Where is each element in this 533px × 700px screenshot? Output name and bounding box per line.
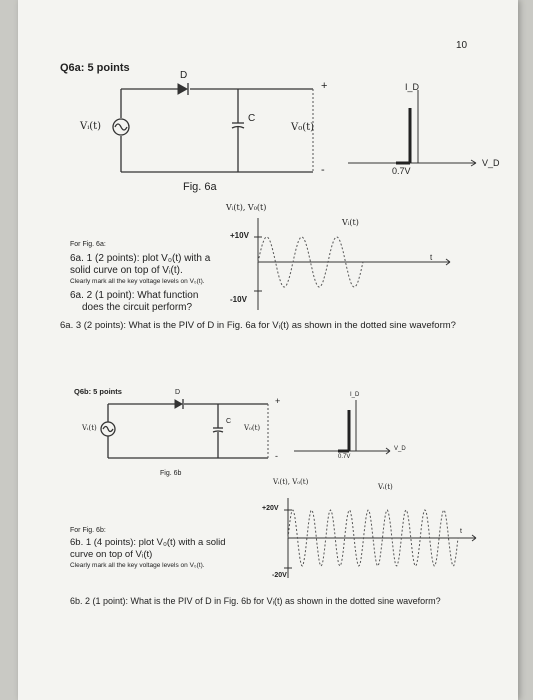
diode-label-6b: D [175,389,181,396]
iv-voltage-label-6a: V_D [482,158,500,168]
wave-top-6b: +20V [262,505,279,512]
wave-bottom-6b: -20V [272,572,287,579]
wave-top-6a: +10V [230,231,249,240]
cap-label-6b: C [226,418,232,425]
q6a2-line2: does the circuit perform? [82,302,193,313]
iv-voltage-label-6b: V_D [394,446,406,452]
wave-t-6b: t [460,528,462,535]
q6a2-line1: 6a. 2 (1 point): What function [70,290,199,301]
out-label-6a: V₀(t) [291,122,315,133]
q6b1-note: Clearly mark all the key voltage levels on V₀(t). [70,562,205,569]
circuit-6a [18,0,518,700]
iv-knee-6b: 0.7V [338,454,351,460]
q6a-header: Q6a: 5 points [60,62,130,74]
minus-6b: - [275,451,278,461]
fig-label-6a: Fig. 6a [183,181,217,193]
fig-label-6b: Fig. 6b [160,470,182,477]
page-number: 10 [456,40,468,51]
wave-axis-label-6a: Vᵢ(t), V₀(t) [226,203,267,212]
q6a1-line2: solid curve on top of Vᵢ(t). [70,265,183,276]
plus-6b: + [275,396,281,406]
capacitor-icon-6b [213,431,223,432]
wave-axis-label-6b: Vᵢ(t), V₀(t) [273,478,309,486]
wave-series-6a: Vᵢ(t) [342,218,359,227]
out-label-6b: V₀(t) [244,424,261,432]
diode-icon [178,84,187,94]
q6a1-note: Clearly mark all the key voltage levels on V₀(t). [70,278,205,285]
source-label-6a: Vᵢ(t) [80,121,102,132]
minus-6a: - [321,164,325,176]
for-fig-6b: For Fig. 6b: [70,527,106,534]
diode-label-6a: D [180,70,188,81]
for-fig-6a: For Fig. 6a: [70,241,106,248]
iv-current-label-6b: I_D [350,392,360,398]
q6b2: 6b. 2 (1 point): What is the PIV of D in Fig. 6b for Vᵢ(t) as shown in the dotted sine waveform? [70,596,441,606]
iv-knee-6a: 0.7V [392,166,411,176]
q6b1-line1: 6b. 1 (4 points): plot V₀(t) with a solid [70,537,226,548]
q6b1-line2: curve on top of Vᵢ(t) [70,549,153,560]
source-label-6b: Vᵢ(t) [82,424,97,432]
iv-current-label-6a: I_D [405,82,420,92]
cap-label-6a: C [248,113,256,124]
wave-t-6a: t [430,253,433,262]
exam-page [18,0,518,700]
wave-series-6b: Vᵢ(t) [378,483,393,491]
diode-icon-6b [175,400,182,408]
q6b-header: Q6b: 5 points [74,387,122,396]
plus-6a: + [321,80,328,92]
wave-bottom-6a: -10V [230,295,247,304]
q6a1-line1: 6a. 1 (2 points): plot V₀(t) with a [70,253,211,264]
q6a3: 6a. 3 (2 points): What is the PIV of D in Fig. 6a for Vᵢ(t) as shown in the dotted sine waveform? [60,320,456,331]
